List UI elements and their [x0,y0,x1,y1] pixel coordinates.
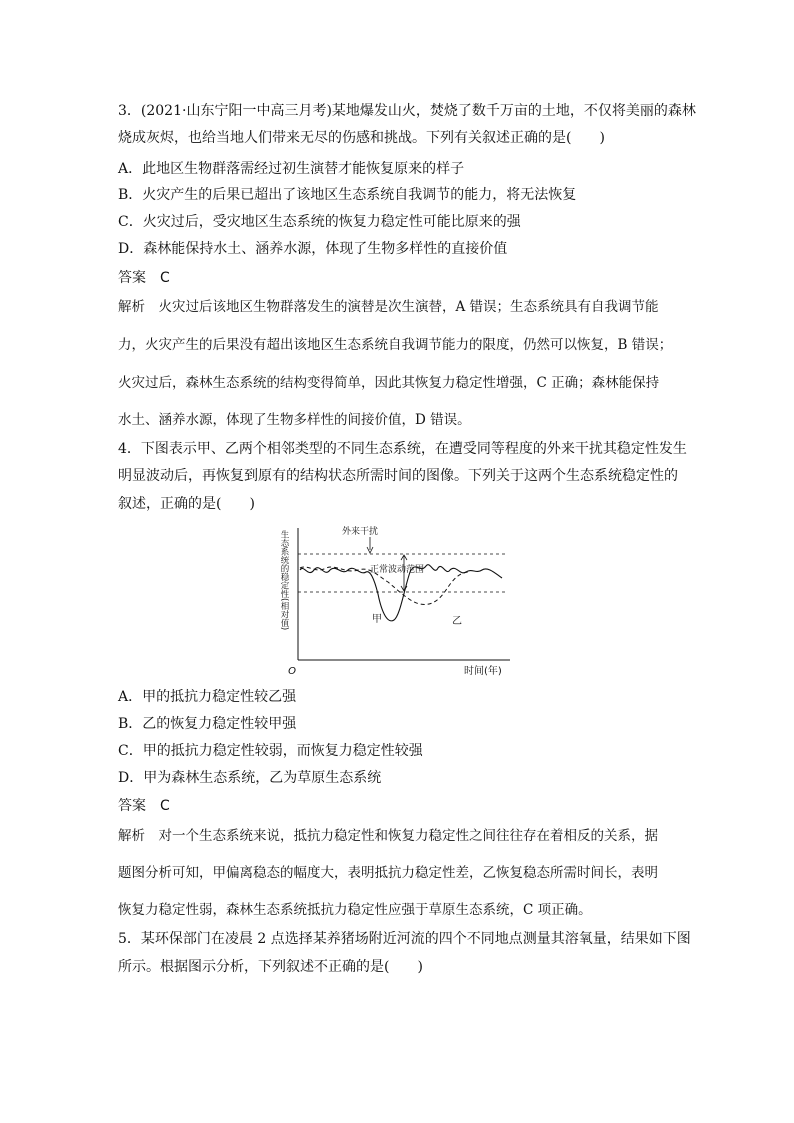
q4-stem-line3: 叙述，正确的是( ) [118,496,255,512]
label-yi: 乙 [452,616,462,627]
q3-option-c: C．火灾过后，受灾地区生态系统的恢复力稳定性可能比原来的强 [118,214,521,230]
x-axis-label: 时间(年) [464,666,502,677]
q3-analysis-line4: 水土、涵养水源，体现了生物多样性的间接价值，D 错误。 [118,412,471,428]
disturbance-label: 外来干扰 [342,527,379,537]
q3-option-a: A．此地区生物群落需经过初生演替才能恢复原来的样子 [118,161,465,177]
q4-option-d: D．甲为森林生态系统，乙为草原生态系统 [118,770,382,786]
q3-option-b: B．火灾产生的后果已超出了该地区生态系统自我调节的能力，将无法恢复 [118,187,577,203]
q4-option-c: C．甲的抵抗力稳定性较弱，而恢复力稳定性较强 [118,743,423,759]
q3-stem-line2: 烧成灰烬，也给当地人们带来无尽的伤感和挑战。下列有关叙述正确的是( ) [118,130,605,146]
q5-stem-line2: 所示。根据图示分析，下列叙述不正确的是( ) [118,959,423,975]
range-label: 正常波动范围 [370,565,425,575]
q4-answer: 答案 C [118,798,170,814]
label-jia: 甲 [372,614,382,625]
q4-analysis-line2: 题图分析可知，甲偏离稳态的幅度大，表明抵抗力稳定性差，乙恢复稳态所需时间长，表明 [118,865,658,881]
q3-option-d: D．森林能保持水土、涵养水源，体现了生物多样性的直接价值 [118,241,508,257]
stability-figure [270,520,520,680]
q3-analysis-line3: 火灾过后，森林生态系统的结构变得简单，因此其恢复力稳定性增强，C 正确；森林能保持 [118,375,660,391]
q4-option-a: A．甲的抵抗力稳定性较乙强 [118,689,297,705]
q3-stem-line1: 3．(2021·山东宁阳一中高三月考)某地爆发山火，焚烧了数千万亩的土地，不仅将美丽的森林 [118,103,696,119]
q4-analysis-line1: 解析 对一个生态系统来说，抵抗力稳定性和恢复力稳定性之间往往存在着相反的关系，据 [118,828,658,844]
q4-stem-line1: 4．下图表示甲、乙两个相邻类型的不同生态系统，在遭受同等程度的外来干扰其稳定性发生 [118,441,687,457]
y-axis-label: 生态系统的稳定性(相对值) [279,530,289,631]
q4-stem-line2: 明显波动后，再恢复到原有的结构状态所需时间的图像。下列关于这两个生态系统稳定性的 [118,468,678,484]
origin-label: O [288,666,296,677]
q3-answer: 答案 C [118,270,170,286]
q4-analysis-line3: 恢复力稳定性弱，森林生态系统抵抗力稳定性应强于草原生态系统，C 项正确。 [118,902,592,918]
q4-option-b: B．乙的恢复力稳定性较甲强 [118,716,297,732]
q5-stem-line1: 5．某环保部门在凌晨 2 点选择某养猪场附近河流的四个不同地点测量其溶氧量，结果如下图 [118,931,691,947]
q3-analysis-line1: 解析 火灾过后该地区生物群落发生的演替是次生演替，A 错误；生态系统具有自我调节能 [118,299,659,315]
q3-analysis-line2: 力，火灾产生的后果没有超出该地区生态系统自我调节能力的限度，仍然可以恢复，B 错误； [118,337,673,353]
